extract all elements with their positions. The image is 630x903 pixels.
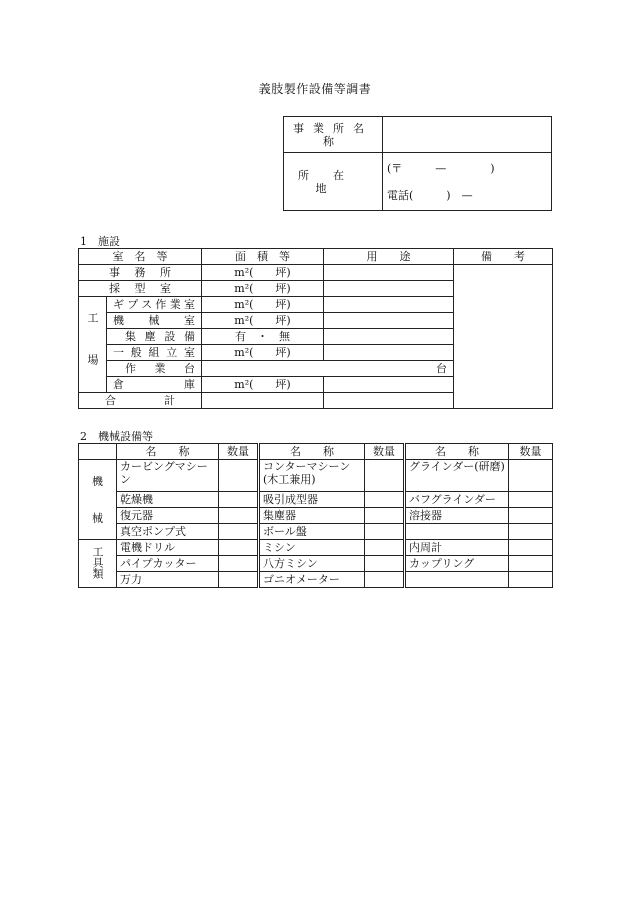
tool-qty-r1c2[interactable] <box>365 540 405 556</box>
tool-qty-r1c1[interactable] <box>219 540 259 556</box>
tool-qty-r3c3[interactable] <box>509 572 553 588</box>
header-name-3: 名 称 <box>405 444 509 460</box>
header-blank <box>79 444 117 460</box>
machine-name-r1c3: グラインダー(研磨) <box>405 460 509 492</box>
machine-name-r4c2: ボール盤 <box>259 524 365 540</box>
document-title: 義肢製作設備等調書 <box>258 82 372 96</box>
room-machine: 機械室 <box>107 313 202 329</box>
area-casting[interactable]: m²( 坪) <box>202 281 324 297</box>
phone-line: 電話( ) — <box>387 188 473 202</box>
machine-name-r1c1: カービングマシーン <box>117 460 219 492</box>
room-assembly: 一般組立室 <box>107 345 202 361</box>
room-dust: 集塵設備 <box>107 329 202 345</box>
tool-qty-r2c1[interactable] <box>219 556 259 572</box>
tool-name-r3c1: 万力 <box>117 572 219 588</box>
machine-qty-r4c1[interactable] <box>219 524 259 540</box>
use-storage[interactable] <box>324 377 454 393</box>
tool-name-r1c2: ミシン <box>259 540 365 556</box>
tool-qty-r3c2[interactable] <box>365 572 405 588</box>
area-assembly[interactable]: m²( 坪) <box>202 345 324 361</box>
machine-qty-r3c1[interactable] <box>219 508 259 524</box>
address-field[interactable] <box>383 153 552 211</box>
office-info-table <box>283 116 552 211</box>
tool-name-r2c1: パイプカッター <box>117 556 219 572</box>
use-plaster[interactable] <box>324 297 454 313</box>
machinery-table <box>78 443 553 588</box>
machine-qty-r1c3[interactable] <box>509 460 553 492</box>
area-office[interactable]: m²( 坪) <box>202 265 324 281</box>
machine-qty-r3c2[interactable] <box>365 508 405 524</box>
address-label: 所在地 <box>284 153 383 211</box>
machine-name-r2c3: バフグラインダー <box>405 492 509 508</box>
machine-qty-r3c3[interactable] <box>509 508 553 524</box>
room-casting: 採型室 <box>79 281 202 297</box>
room-plaster: ギプス作業室 <box>107 297 202 313</box>
machine-name-r3c1: 復元器 <box>117 508 219 524</box>
header-area: 面 積 等 <box>202 249 324 265</box>
room-workbench: 作業台 <box>107 361 202 377</box>
machine-qty-r2c2[interactable] <box>365 492 405 508</box>
machine-name-r4c3 <box>405 524 509 540</box>
workbench-count[interactable]: 台 <box>202 361 454 377</box>
use-office[interactable] <box>324 265 454 281</box>
machine-group-label: 機 械 <box>79 460 117 540</box>
section-facilities-heading: 1 施設 <box>80 235 120 248</box>
machine-name-r2c1: 乾燥機 <box>117 492 219 508</box>
header-name-1: 名 称 <box>117 444 219 460</box>
tool-name-r1c3: 内周計 <box>405 540 509 556</box>
machine-name-r3c3: 溶接器 <box>405 508 509 524</box>
header-name-2: 名 称 <box>259 444 365 460</box>
machine-qty-r1c2[interactable] <box>365 460 405 492</box>
tool-qty-r1c3[interactable] <box>509 540 553 556</box>
total-label: 合 計 <box>79 393 202 409</box>
machine-name-r2c2: 吸引成型器 <box>259 492 365 508</box>
area-storage[interactable]: m²( 坪) <box>202 377 324 393</box>
section-machinery-heading: 2 機械設備等 <box>80 430 153 443</box>
tool-name-r3c2: ゴニオメーター <box>259 572 365 588</box>
note-cell[interactable] <box>454 265 553 409</box>
tool-qty-r3c1[interactable] <box>219 572 259 588</box>
factory-group-label: 工 場 <box>79 297 107 393</box>
machine-qty-r1c1[interactable] <box>219 460 259 492</box>
tool-name-r3c3 <box>405 572 509 588</box>
area-dust[interactable]: 有 ・ 無 <box>202 329 324 345</box>
use-casting[interactable] <box>324 281 454 297</box>
machine-name-r3c2: 集塵器 <box>259 508 365 524</box>
machine-qty-r2c3[interactable] <box>509 492 553 508</box>
area-machine[interactable]: m²( 坪) <box>202 313 324 329</box>
machine-qty-r4c3[interactable] <box>509 524 553 540</box>
machine-qty-r2c1[interactable] <box>219 492 259 508</box>
header-use: 用 途 <box>324 249 454 265</box>
office-name-label: 事業所名称 <box>284 117 383 153</box>
use-dust[interactable] <box>324 329 454 345</box>
area-plaster[interactable]: m²( 坪) <box>202 297 324 313</box>
machine-qty-r4c2[interactable] <box>365 524 405 540</box>
tools-group-label: 工具類 <box>79 540 117 588</box>
tool-qty-r2c2[interactable] <box>365 556 405 572</box>
tool-name-r2c2: 八方ミシン <box>259 556 365 572</box>
total-use[interactable] <box>324 393 454 409</box>
header-qty-3: 数量 <box>509 444 553 460</box>
tool-name-r2c3: カップリング <box>405 556 509 572</box>
total-area[interactable] <box>202 393 324 409</box>
room-storage: 倉庫 <box>107 377 202 393</box>
header-note: 備 考 <box>454 249 553 265</box>
tool-name-r1c1: 電機ドリル <box>117 540 219 556</box>
office-name-field[interactable] <box>383 117 552 153</box>
header-qty-2: 数量 <box>365 444 405 460</box>
postal-code-line: (〒 — ) <box>387 161 495 175</box>
use-machine[interactable] <box>324 313 454 329</box>
header-qty-1: 数量 <box>219 444 259 460</box>
room-office: 事務所 <box>79 265 202 281</box>
tool-qty-r2c3[interactable] <box>509 556 553 572</box>
header-room: 室 名 等 <box>79 249 202 265</box>
facilities-table <box>78 248 553 409</box>
machine-name-r1c2: コンターマシーン(木工兼用) <box>259 460 365 492</box>
use-assembly[interactable] <box>324 345 454 361</box>
machine-name-r4c1: 真空ポンプ式 <box>117 524 219 540</box>
